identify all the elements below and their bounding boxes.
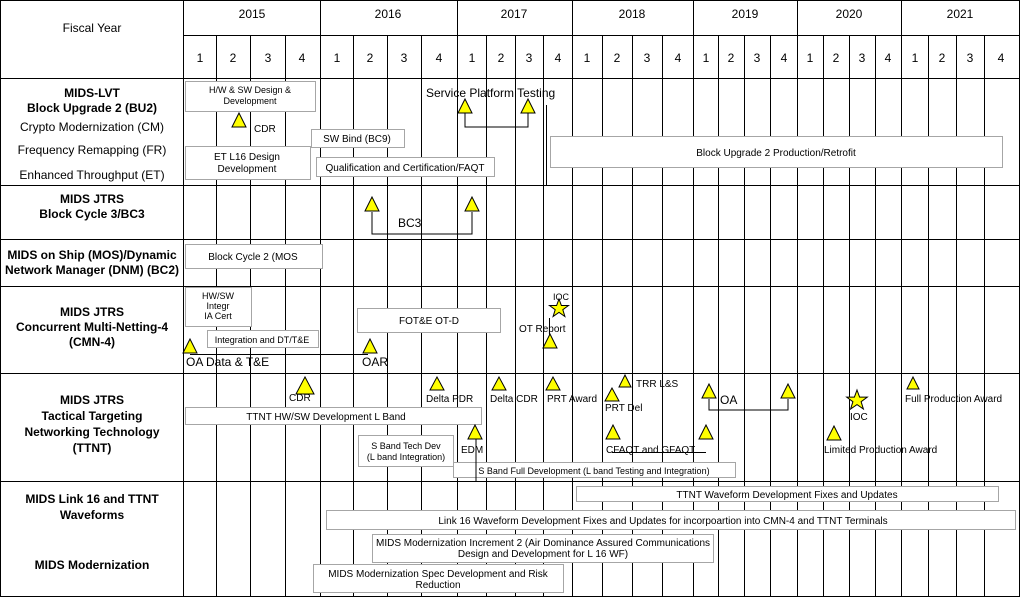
label-delta-cdr: Delta CDR — [490, 394, 538, 405]
quarter-header: 1 — [702, 51, 710, 65]
milestone-triangle — [430, 377, 444, 390]
quarter-header: 4 — [780, 51, 788, 65]
box-s-band-tech-label: (L band Integration) — [366, 452, 446, 462]
quarter-header: 4 — [435, 51, 443, 65]
milestone-triangle — [699, 425, 713, 439]
year-header: 2020 — [835, 7, 863, 21]
quarter-header: 2 — [727, 51, 735, 65]
label-delta-pdr: Delta PDR — [426, 394, 474, 405]
label-oa-data: OA Data & T&E — [186, 355, 270, 369]
quarter-header: 4 — [554, 51, 562, 65]
quarter-headers — [197, 51, 1005, 65]
label-ot-report: OT Report — [519, 324, 566, 335]
label-full-production: Full Production Award — [905, 394, 1003, 405]
label-cdr-ttnt: CDR — [289, 393, 311, 404]
row-title-cmn4: (CMN-4) — [69, 335, 115, 349]
row-labels — [5, 86, 179, 572]
year-header: 2016 — [374, 7, 402, 21]
label-limited-production: Limited Production Award — [824, 445, 938, 456]
row-title-ttnt: Networking Technology — [24, 425, 160, 439]
milestone-triangle — [492, 377, 506, 390]
year-header: 2021 — [946, 7, 974, 21]
label-trr: TRR L&S — [636, 379, 679, 390]
label-cfaqt: CFAQT and GFAQT — [606, 445, 696, 456]
quarter-header: 3 — [858, 51, 866, 65]
row-sub-fr: Frequency Remapping (FR) — [17, 143, 167, 157]
quarter-header: 4 — [674, 51, 682, 65]
quarter-header: 2 — [229, 51, 237, 65]
box-s-band-tech-label: S Band Tech Dev — [371, 441, 441, 451]
milestone-triangle — [183, 339, 197, 353]
box-fote-otd-label: FOT&E OT-D — [399, 316, 459, 327]
milestone-triangle — [546, 377, 560, 390]
box-hw-sw-integr-label: HW/SW — [202, 291, 234, 301]
label-service-platform: Service Platform Testing — [426, 86, 556, 100]
row-title-bc3: Block Cycle 3/BC3 — [39, 207, 145, 221]
label-cdr-bu2: CDR — [254, 124, 276, 135]
year-header: 2017 — [500, 7, 528, 21]
milestone-triangle — [232, 113, 246, 127]
year-header: 2015 — [238, 7, 266, 21]
label-oa-ttnt: OA — [720, 393, 738, 407]
box-ttnt-hwsw-label: TTNT HW/SW Development L Band — [246, 412, 406, 423]
quarter-header: 1 — [583, 51, 591, 65]
row-title-ttnt: MIDS JTRS — [59, 393, 125, 407]
row-title-ttnt: (TTNT) — [72, 441, 112, 455]
box-mids-mod-spec-label: Reduction — [415, 580, 461, 591]
row-title-mos: Network Manager (DNM) (BC2) — [4, 263, 180, 277]
quarter-header: 2 — [366, 51, 374, 65]
row-title-ttnt: Tactical Targeting — [41, 409, 143, 423]
box-ttnt-waveform-label: TTNT Waveform Development Fixes and Updates — [676, 490, 898, 501]
box-integration-dt-label: Integration and DT/T&E — [214, 335, 310, 345]
fiscal-year-label: Fiscal Year — [62, 21, 122, 35]
label-oar: OAR — [362, 355, 389, 369]
milestone-triangle — [296, 377, 314, 394]
milestone-triangle — [702, 384, 716, 398]
row-title-waveforms: Waveforms — [59, 508, 125, 522]
milestone-triangle — [458, 99, 472, 113]
row-sub-cm: Crypto Modernization (CM) — [19, 120, 165, 134]
quarter-header: 1 — [333, 51, 341, 65]
milestone-triangle — [363, 339, 377, 353]
quarter-header: 1 — [196, 51, 204, 65]
quarter-header: 3 — [643, 51, 651, 65]
quarter-header: 3 — [753, 51, 761, 65]
row-title-bc3: MIDS JTRS — [59, 192, 125, 206]
milestone-triangle — [907, 377, 919, 389]
milestone-triangle — [365, 197, 379, 211]
quarter-header: 2 — [497, 51, 505, 65]
quarter-header: 4 — [298, 51, 306, 65]
label-edm: EDM — [461, 445, 484, 456]
box-mids-mod-spec-label: MIDS Modernization Spec Development and Risk — [328, 569, 548, 580]
box-hw-sw-design-label: H/W & SW Design & — [208, 85, 292, 95]
row-title-waveforms: MIDS Link 16 and TTNT — [25, 492, 159, 506]
label-ioc-ttnt: IOC — [850, 412, 868, 423]
row-sub-et: Enhanced Throughput (ET) — [19, 168, 165, 182]
box-et-l16-label: Development — [217, 164, 277, 175]
box-bu2-production-label: Block Upgrade 2 Production/Retrofit — [696, 148, 856, 159]
row-title-modernization: MIDS Modernization — [34, 558, 150, 572]
row-title-bu2: Block Upgrade 2 (BU2) — [26, 101, 158, 115]
box-mids-mod-inc2-label: Design and Development for L 16 WF) — [457, 549, 629, 560]
box-mids-mod-inc2-label: MIDS Modernization Increment 2 (Air Dominance Assured Communications — [375, 538, 711, 549]
year-header: 2018 — [618, 7, 646, 21]
box-link16-waveform-label: Link 16 Waveform Development Fixes and Updates for incorpoartion into CMN-4 and TTNT Terminals — [438, 516, 888, 527]
milestone-triangle — [521, 99, 535, 113]
row-title-bu2: MIDS-LVT — [64, 86, 120, 100]
label-prt-del: PRT Del — [605, 403, 643, 414]
box-qual-cert-label: Qualification and Certification/FAQT — [325, 163, 485, 174]
year-headers — [239, 7, 974, 21]
row-title-cmn4: Concurrent Multi-Netting-4 — [16, 320, 168, 334]
milestone-triangle — [605, 388, 619, 401]
quarter-header: 1 — [911, 51, 919, 65]
row-title-mos: MIDS on Ship (MOS)/Dynamic — [7, 248, 177, 262]
box-block-cycle-2-label: Block Cycle 2 (MOS — [208, 252, 298, 263]
milestone-triangle — [543, 334, 557, 348]
quarter-header: 4 — [884, 51, 892, 65]
milestone-triangle — [619, 375, 631, 387]
milestone-triangle — [465, 197, 479, 211]
quarter-header: 3 — [525, 51, 533, 65]
row-title-cmn4: MIDS JTRS — [59, 305, 125, 319]
label-prt-award: PRT Award — [547, 394, 598, 405]
quarter-header: 1 — [468, 51, 476, 65]
quarter-header: 3 — [400, 51, 408, 65]
milestone-triangle — [827, 426, 841, 440]
milestone-triangle — [606, 425, 620, 439]
quarter-header: 2 — [613, 51, 621, 65]
milestone-triangle — [468, 425, 482, 439]
quarter-header: 3 — [264, 51, 272, 65]
box-hw-sw-design-label: Development — [223, 96, 277, 106]
milestone-triangle — [781, 384, 795, 398]
quarter-header: 1 — [806, 51, 814, 65]
box-hw-sw-integr-label: Integr — [206, 301, 230, 311]
label-bc3: BC3 — [398, 216, 422, 230]
quarter-header: 3 — [966, 51, 974, 65]
box-sw-bind-label: SW Bind (BC9) — [323, 134, 391, 145]
service-platform-connector — [465, 112, 528, 127]
label-ioc-cmn: IOC — [553, 292, 570, 302]
quarter-header: 2 — [832, 51, 840, 65]
quarter-header: 4 — [997, 51, 1005, 65]
box-hw-sw-integr-label: IA Cert — [204, 311, 232, 321]
quarter-header: 2 — [938, 51, 946, 65]
box-s-band-full-label: S Band Full Development (L band Testing and Integration) — [478, 466, 710, 476]
box-et-l16-label: ET L16 Design — [214, 152, 280, 163]
year-header: 2019 — [731, 7, 759, 21]
